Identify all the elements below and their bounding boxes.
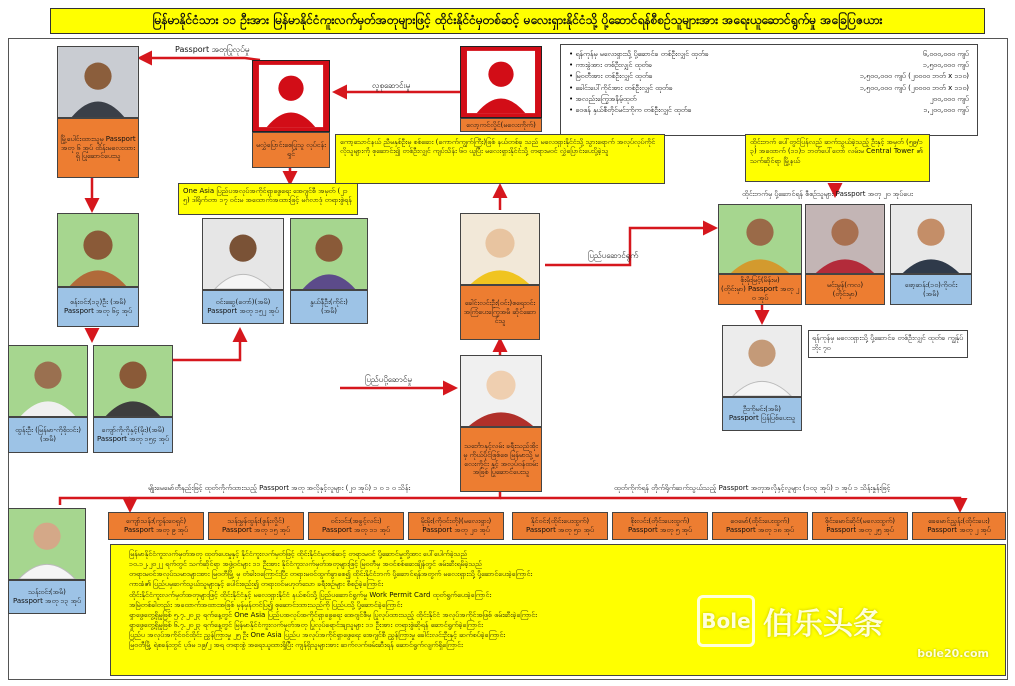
- r3-name: ဖော့ဆန်း(၁၀)ကိုဝင်း: [904, 280, 958, 289]
- person-photo-bl: [8, 508, 86, 580]
- bl-passport: Passport အတု ၁၃ အုပ်: [12, 597, 82, 605]
- person-photo-p1: [57, 46, 139, 118]
- bottom-right-header: ထုတ်ကိုက်ရန် တိုက်ရိုက်ဆက်သွယ်သည့် Passport အတုအလိုနှင့်လူများ (၁၀၃ အုပ်) ၁ အုပ် ၁ သိန်းနှုန်းဖြင့်: [614, 484, 891, 492]
- summary-line: ► ပြည်ပ အလုပ်အကိုင်ဝင်ထိုင်း ညွှန်ကြားမှု ၂၅ ဦး One Asia ပြည်ပ အလုပ်အကိုင်ရှာဖွေရေး အေဂျင်စီ ညွှန်ကြားမှု ခေါင်းလင်းဦးနှင့် ဆက်စပ်ခဲ့ကြောင်း: [129, 630, 997, 640]
- flow-label-arrange: လူစုဆောင်းမှု: [372, 81, 411, 90]
- flow-label-introduce: ပြည်ပပို့ဆောင်မှု: [365, 375, 412, 384]
- bottom-box-name: ကျော်သန်း(ကွန်းဝေရှင်): [125, 517, 187, 526]
- watermark-text: 伯乐头条: [763, 607, 883, 642]
- bottom-box-passport: Passport အတု ၁၁ အုပ်: [321, 526, 391, 534]
- p2-passport: Passport အတု ၆၄ အုပ်: [63, 307, 133, 315]
- p4-sub: (အမိ): [321, 307, 337, 315]
- person-photo-p5: [8, 345, 88, 417]
- cost-row: • ဝေဖန် နှယ်စီတိုင်မင်းကိုက တစ်ဦးလျှင် ထုတ်ခ ၁,၂၀၀,၀၀၀ ကျပ်: [569, 105, 969, 116]
- person-photo-p3: [202, 218, 284, 290]
- p6-passport: Passport အတု ၁၅၄ အုပ်: [97, 435, 169, 443]
- bottom-box: [812, 512, 908, 540]
- bottom-box: [208, 512, 304, 540]
- bl-name: သန်းဝင်း(အမိ): [28, 588, 66, 597]
- cost-row: • ကားခွဲအား တစ်ဦးလျှင် ထုတ်ခ ၁,၅၀၀,၀၀၀ ကျပ်: [569, 60, 969, 71]
- bottom-box-name: ဝေမော်(ထိုင်းပေးထွက်): [730, 517, 790, 526]
- person-label-p3: [202, 290, 284, 324]
- person-photo-r2: [805, 204, 885, 274]
- summary-line: ► ကားခံ၏ ပြည်ပမှဆက်သွယ်သူများနှင့် ပေါင်းစည်း၍ တရားဝင်မဟုတ်သော ခရီးစဉ်များ စီစဉ်ခဲ့ကြောင်း: [129, 579, 997, 589]
- bottom-box-passport: Passport အတု ၁၅ အုပ်: [221, 526, 291, 534]
- person-label-s2: လော့ကင်လှိုင်(မလေးကိုက်): [460, 118, 542, 132]
- person-label-r3: [890, 274, 972, 305]
- summary-line: ► အမြဲတစ်ခါတည်း အထောက်အထားအဖြစ် မှန်မှန်တင်ပြ၍ စုဆောင်းထားသည်ကို ပြည်ပသို့ ပို့ဆောင်ခဲ့ကြောင်း: [129, 600, 997, 610]
- p2-name: စန်းဝင်း(၁၃)ဦး (အမိ): [69, 298, 127, 307]
- person-photo-r1: [718, 204, 802, 274]
- bottom-box: [108, 512, 204, 540]
- person-label-p5: [8, 417, 88, 453]
- r2-name: မင်းမွန်(ကလ): [826, 280, 864, 289]
- bottom-box: [712, 512, 808, 540]
- person-label-center-top: ခေါင်းလင်းဦး(ဝင်း)စရေးဝင်း အကြံပေးကြွေအမိ ဆိုင်ဆောင်သူ: [460, 285, 540, 340]
- p4-name: နွယ်နီဦး(ကိုင်း): [310, 298, 348, 307]
- bottom-box-name: သန်းမွှန်ထွန်း(စွန်းလှိုင်): [227, 517, 285, 526]
- summary-line: ► ရှာဖွေတွေ့ရှိမှုဖြစ် ၆.၇.၂၀၂၃ ရက်နေ့တွင် မြန်မာနိုင်ငံကူးလက်မှတ်အတု ပြုလုပ်ရောင်းချသူများ ၁၁ ဦးအား တရားစွဲဆိုရန် ဆောင်ရွက်ခဲ့ကြောင်း: [129, 620, 997, 630]
- cost-row: • မြဝတီအား တစ်ဦးလျှင် ထုတ်ခ ၁,၅၀၀,၀၀၀ ကျပ် (၂၀၀၀၀ ဘတ် x ၁၁၀): [569, 71, 969, 82]
- note-oneasia: One Asia ပြည်ပအလုပ်အကိုင်ရှာဖွေရေး အေဂျင်စီ အမှတ် (၂၁၅) ဒါရိုက်တာ ၁၇ ဝင်းမ အထောက်အထားဖြင့် မင်္ဂလာဒုံ တရားစွဲရန်: [178, 183, 358, 215]
- person-label-center-main: သင်္ဘောနှင့်လမ်း ခရီးသည်အိုးမှ ကိုယ်ပိုင်ဖြစ်စေ မြန်မာသို့ မလေးကိုင်း နှင့် အလုပ်ဝန်ထမ်းအဖြစ် ပြုဆောင်ပေးသူ: [460, 427, 542, 492]
- bottom-box-passport: Passport အတု ၂၀ အုပ်: [422, 526, 490, 534]
- cost-row: • ခေါင်းပေါ်ကိုင်အား တစ်ဦးလျှင် ထုတ်ခ ၁,၅၀၀,၀၀၀ ကျပ် (၂၀၀၀၀ ဘတ် x ၁၁၀): [569, 83, 969, 94]
- bottom-box-passport: Passport အတု ၅၁ အုပ်: [525, 526, 595, 534]
- p6-name: ကျော်ကိုကိုနှင့်(မိုး)(အမိ): [101, 426, 165, 435]
- r1-name: စိုးမိုးမြင့်(မိန်းမ): [740, 276, 780, 285]
- person-label-r1: [718, 274, 802, 305]
- summary-line: ► မြဝတီမြို့ ရဲစခန်းတွင် ပုဒ်မ ၁၉/၂ အရ တရားစွဲ အရေးယူထားရှိပြီး ကျန်ရှိသူများအား ဆက်လက်ဖမ်းဆီးရန် ဆောင်ရွက်လျက်ရှိကြောင်း: [129, 640, 997, 650]
- person-photo-p2: [57, 213, 139, 287]
- r2-sub: (တိုင်းမှာ): [832, 289, 858, 298]
- bottom-box-name: စိုးလင်း(တိုင်းပေးထွက်): [630, 517, 690, 526]
- person-label-p2: [57, 287, 139, 327]
- flow-label-contact: ပြည်ပဆောင်ရွက်: [588, 251, 639, 260]
- bottom-box-name: မိုးမိုး(ကိုဝင်းတို)(မလေးရှား): [420, 517, 492, 526]
- bottom-box: [612, 512, 708, 540]
- person-photo-r4: [722, 325, 802, 397]
- p5-sub: (အမိ): [40, 435, 56, 443]
- bottom-box: [912, 512, 1006, 540]
- summary-line: ► ၁၀.၁၂.၂၀၂၂ ရက်တွင် သက်ဆိုင်ရာ အဖွဲ့ဝင်များ ၁၁ ဦးအား နိုင်ငံကူးလက်မှတ်အတုများဖြင့် မြဝတီမှ အဝင်စစ်ဆေးချိန်တွင် ဖမ်းဆီးရမိခဲ့သည်: [129, 559, 997, 569]
- cost-row: • အလည်းကြွေအနိမ့်ထုတ် ၂၀၀,၀၀၀ ကျပ်: [569, 94, 969, 105]
- person-photo-r3: [890, 204, 972, 274]
- bottom-box: [408, 512, 504, 540]
- bottom-box: [512, 512, 608, 540]
- note-center-recruiter: ကော့သောင်နယ် ညီမနှစ်ဦးမှ စစ်ဆေး (ကောက်ကျွက်ကြီး)ဖြစ် နယ်တစ်ခု သည် မလေးရှားနိုင်ငံသို့ သွားရောက် အလုပ်လုပ်ကိုင် လိုသူများကို စုဆောင်း၍ တစ်ဦးလျှင် ကျပ်သိန်း ၆၀ ယူပြီး မလေးရှားနိုင်ငံသို့ တရားမဝင် လွှဲပြောင်းပေးပို့ခဲ့သူ: [335, 134, 665, 184]
- p3-passport: Passport အတု ၁၅၂ အုပ်: [207, 307, 279, 315]
- person-label-r2: [805, 274, 885, 305]
- right-group-header: ထိုင်းဘက်မှ ပို့ဆောင်ရန် စီစဉ်သူများ Passport အတု ၂၀ အုပ်ပေး: [742, 190, 913, 198]
- person-photo-p6: [93, 345, 173, 417]
- bottom-box-name: ခေမောင်ညွှန်း(ထိုင်းပေး): [928, 517, 990, 526]
- summary-line: ► မြန်မာနိုင်ငံကူးလက်မှတ်အတု ထုတ်ပေးမှုနှင့် နိုင်ငံကူးလက်မှတ်ဖြင့် ထိုင်းနိုင်ငံမှတစ်ဆင့် တရားမဝင် ပို့ဆောင်မှုတို့အား ပေါ်ပေါက်ခဲ့သည်: [129, 549, 997, 559]
- flow-label-passport: Passport အတုပြုလုပ်မှု: [175, 45, 250, 54]
- summary-line: ► ထိုင်းနိုင်ငံကူးလက်မှတ်အတုများဖြင့် ထိုင်းနိုင်ငံနှင့် မလေးရှားနိုင်ငံ နယ်စပ်သို့ ပြည်ပဆောင်ရွက်မှု Work Permit Card ထုတ်ရွက်ပေးခဲ့ကြောင်း: [129, 590, 997, 600]
- p3-name: ဝင်းဆွေ(တော်)(အမိ): [215, 298, 271, 307]
- bottom-box-passport: Passport အတု ၉ အုပ်: [123, 526, 189, 534]
- person-label-r4: [722, 397, 802, 431]
- person-label-p1: မြို့ပေါင်းထားသူမှ Passport အတု ၆ အုပ် ထိန်းမလေးထားရှိ ပြုဆောင်ပေးသူ: [57, 118, 139, 178]
- bottom-box-name: စိုင်းမောင်ဆိုင်(မလေးထွက်): [824, 517, 896, 526]
- person-photo-center-main: [460, 355, 542, 427]
- page-title: မြန်မာနိုင်ငံသား ၁၁ ဦးအား မြန်မာနိုင်ငံကူးလက်မှတ်အတုများဖြင့် ထိုင်းနိုင်ငံမှတစ်ဆင့် မလေးရှားနိုင်ငံသို့ ပို့ဆောင်ရန်စီစဉ်သူများအား အရေးယူဆောင်ရွက်မှု အခြေပြဇယား: [50, 8, 985, 34]
- r4-name: ဦးကိုမင်း(အမိ): [742, 405, 782, 414]
- bottom-box-name: နိုင်ဝင်း(ထိုင်းပေးထွက်): [530, 517, 590, 526]
- bottom-box-passport: Passport အတု ၅ အုပ်: [627, 526, 693, 534]
- r4-passport: Passport ပြန်ပြစ်ပေးသူ: [728, 414, 796, 422]
- bottom-box-passport: Passport အတု ၁၈ အုပ်: [725, 526, 795, 534]
- cost-row: • ရန်ကုန်မှ မလေးရှားသို့ ပို့ဆောင်ခ တစ်ဦးလျှင် ထုတ်ခ ၆,၀၀၀,၀၀၀ ကျပ်: [569, 49, 969, 60]
- person-photo-p4: [290, 218, 368, 290]
- bottom-box-name: ဝင်းဝင်း(အခွင့်လင်း): [330, 517, 382, 526]
- note-age: ရန်ကုန်မှ မလေးရှားသို့ ပို့ဆောင်ခ တစ်ဦးလျှင် ထုတ်ခ ကျွန်ုပ်ဘိုး ၇၀: [808, 330, 968, 358]
- watermark-url: bole20.com: [917, 647, 989, 660]
- watermark-logo: Bole: [697, 595, 755, 647]
- person-label-bl: [8, 580, 86, 614]
- summary-line: ► တရားမဝင်အလုပ်သမားများအား မြဝတီမြို့ မှ တံခါးဝကြောင်းပြီး တရားမဝင်ထွက်ခွာစေ၍ ထိုင်းနိုင်ငံဘက် ပို့ဆောင်ရန်အတွက် မလေးရှားသို့ ပို့ဆောင်ပေးခဲ့ကြောင်း: [129, 569, 997, 579]
- person-label-p4: [290, 290, 368, 324]
- cost-breakdown: [560, 44, 978, 136]
- person-label-p6: [93, 417, 173, 453]
- r3-sub: (အမိ): [923, 289, 939, 298]
- person-label-s1: မလွှဲပြောင်းစေပြုသူ လုပ်ငန်းရှင်: [252, 132, 330, 168]
- bottom-box-passport: Passport အတု ၂ အုပ်: [927, 526, 991, 534]
- note-central-tower: ထိုင်းဘက် ပေါ်တွင်ပြန်လည် ဆက်သွယ်ခဲ့သည့် ဦးနှင့် အမှတ် (၅၉/၁၃) အထောက် (၁၁)၁ ဘတ်ပေါ်တော် လမ်းမ Central Tower ၏ သက်ဆိုင်ရာ မြို့နယ်: [745, 134, 930, 182]
- watermark: [697, 586, 997, 660]
- person-photo-center-top: [460, 213, 540, 285]
- person-silhouette-1: [252, 60, 330, 132]
- summary-line: ► ရှာဖွေတွေ့ရှိမှုဖြစ် ၅.၇.၂၀၂၃ ရက်နေ့တွင် One Asia ပြည်ပအလုပ်အကိုင်ရှာဖွေရေး အေဂျင်စီမှ ပြုလုပ်ထားသည့် ထိုင်းနိုင်ငံ အလုပ်အကိုင်အဖြစ် ဖမ်းဆီးခဲ့ကြောင်း: [129, 610, 997, 620]
- bottom-left-header: မျိုးမေမော်တီနည်းဖြင့် ထုတ်ကိုက်ထားသည့် Passport အတု အလိုနှင့်လူများ (၂၀ အုပ်) ၁ ဝ ၁ ဝ သိန်း: [148, 484, 411, 492]
- p5-name: ထွန်းဦး (မြန်မာ-ကိုစိုးဝင်း): [15, 426, 81, 435]
- bottom-box-passport: Passport အတု ၂၅ အုပ်: [826, 526, 894, 534]
- r1-sub: (တိုင်းမှာ) Passport အတု ၂၀ အုပ်: [721, 285, 800, 302]
- person-silhouette-2: [460, 46, 542, 118]
- bottom-box: [308, 512, 404, 540]
